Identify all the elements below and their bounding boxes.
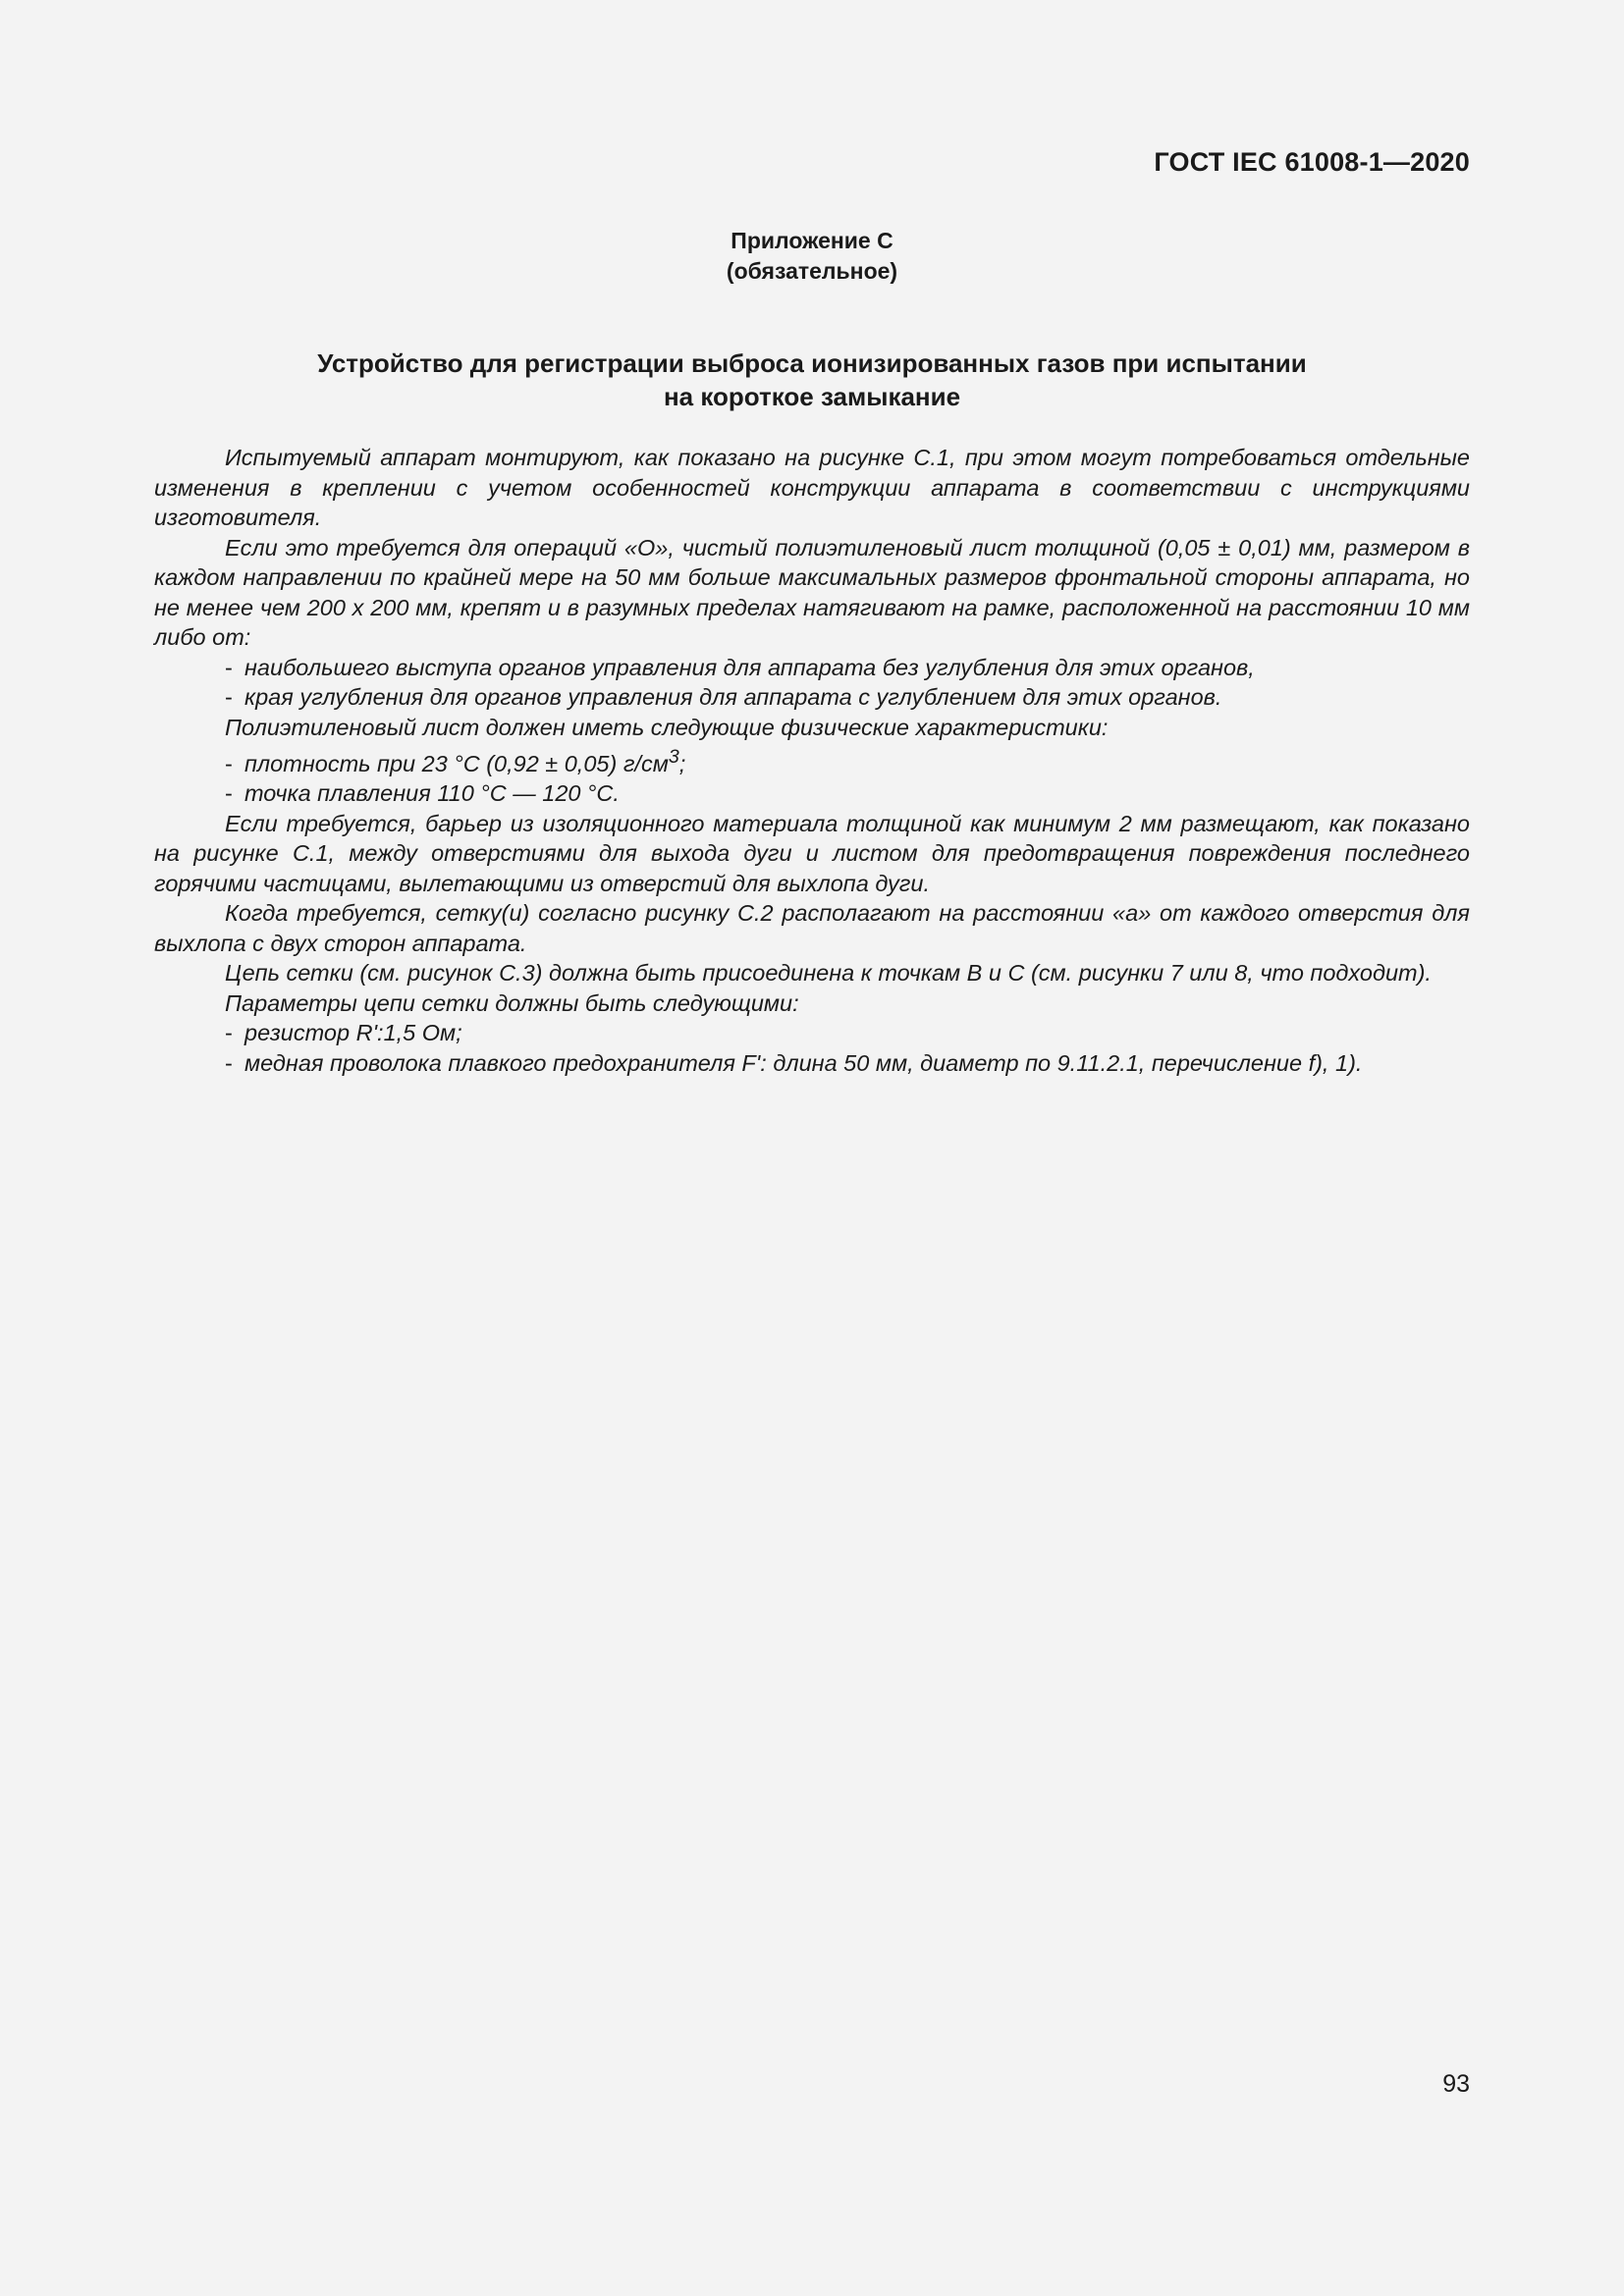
list-item-text: медная проволока плавкого предохранителя F': длина 50 мм, диаметр по 9.11.2.1, перечисление f), 1). [244, 1049, 1363, 1076]
paragraph-grid-parameters: Параметры цепи сетки должны быть следующими: [225, 989, 799, 1016]
paragraph-barrier: Если требуется, барьер из изоляционного материала толщиной как минимум 2 мм размещают, как показано на рисунке С.1, между отверстиями для выхода дуги и листом для предотвращения повреждения последнего горячими частицами, вылетающими из отверстий для выхлопа дуги. [154, 810, 1470, 896]
paragraph-grid-circuit: Цепь сетки (см. рисунок С.3) должна быть присоединена к точкам В и С (см. рисунки 7 или 8, что подходит). [225, 960, 1432, 987]
list-dash: - [225, 1049, 233, 1076]
list-dash: - [225, 684, 233, 710]
list-item-text: резистор R':1,5 Ом; [244, 1020, 462, 1046]
list-item-text: края углубления для органов управления для аппарата с углублением для этих органов. [244, 684, 1222, 710]
document-body [154, 443, 1470, 1078]
paragraph-polyethylene-sheet: Если это требуется для операций «О», чистый полиэтиленовый лист толщиной (0,05 ± 0,01) мм, размером в каждом направлении по крайней мере на 50 мм больше максимальных размеров фронтальной стороны аппарата, но не менее чем 200 х 200 мм, крепят и в разумных пределах натягивают на рамке, расположенной на расстоянии 10 мм либо от: [154, 534, 1470, 650]
standard-code: ГОСТ IEC 61008-1—2020 [1154, 147, 1470, 177]
paragraph-grid-position: Когда требуется, сетку(и) согласно рисунку С.2 располагают на расстоянии «а» от каждого отверстия для выхлопа с двух сторон аппарата. [154, 900, 1470, 956]
page-number: 93 [1442, 2070, 1470, 2098]
list-item [154, 1048, 1470, 1079]
list-item-text: наибольшего выступа органов управления для аппарата без углубления для этих органов, [244, 654, 1255, 680]
annex-status: (обязательное) [726, 258, 898, 284]
list-item [154, 653, 1470, 683]
list-dash: - [225, 750, 233, 776]
list-item-text: точка плавления 110 °С — 120 °С. [244, 780, 620, 807]
list-item-density [154, 742, 1470, 778]
density-text: плотность при 23 °С (0,92 ± 0,05) г/см [244, 750, 669, 776]
density-superscript: 3 [668, 746, 679, 768]
list-dash: - [225, 780, 233, 807]
annex-title: Приложение С [731, 228, 893, 253]
density-end: ; [678, 750, 686, 776]
list-dash: - [225, 1020, 233, 1046]
list-item [154, 1018, 1470, 1048]
section-title [154, 347, 1470, 413]
list-dash: - [225, 654, 233, 680]
list-item [154, 682, 1470, 713]
annex-heading [0, 226, 1624, 287]
section-title-line-2: на короткое замыкание [663, 382, 961, 411]
list-item-melting [154, 778, 1470, 809]
section-title-line-1: Устройство для регистрации выброса ионизированных газов при испытании [317, 348, 1307, 378]
paragraph-mounting: Испытуемый аппарат монтируют, как показано на рисунке С.1, при этом могут потребоваться отдельные изменения в креплении с учетом особенностей конструкции аппарата в соответствии с инструкциями изготовителя. [154, 445, 1470, 530]
paragraph-sheet-properties: Полиэтиленовый лист должен иметь следующие физические характеристики: [225, 714, 1109, 740]
